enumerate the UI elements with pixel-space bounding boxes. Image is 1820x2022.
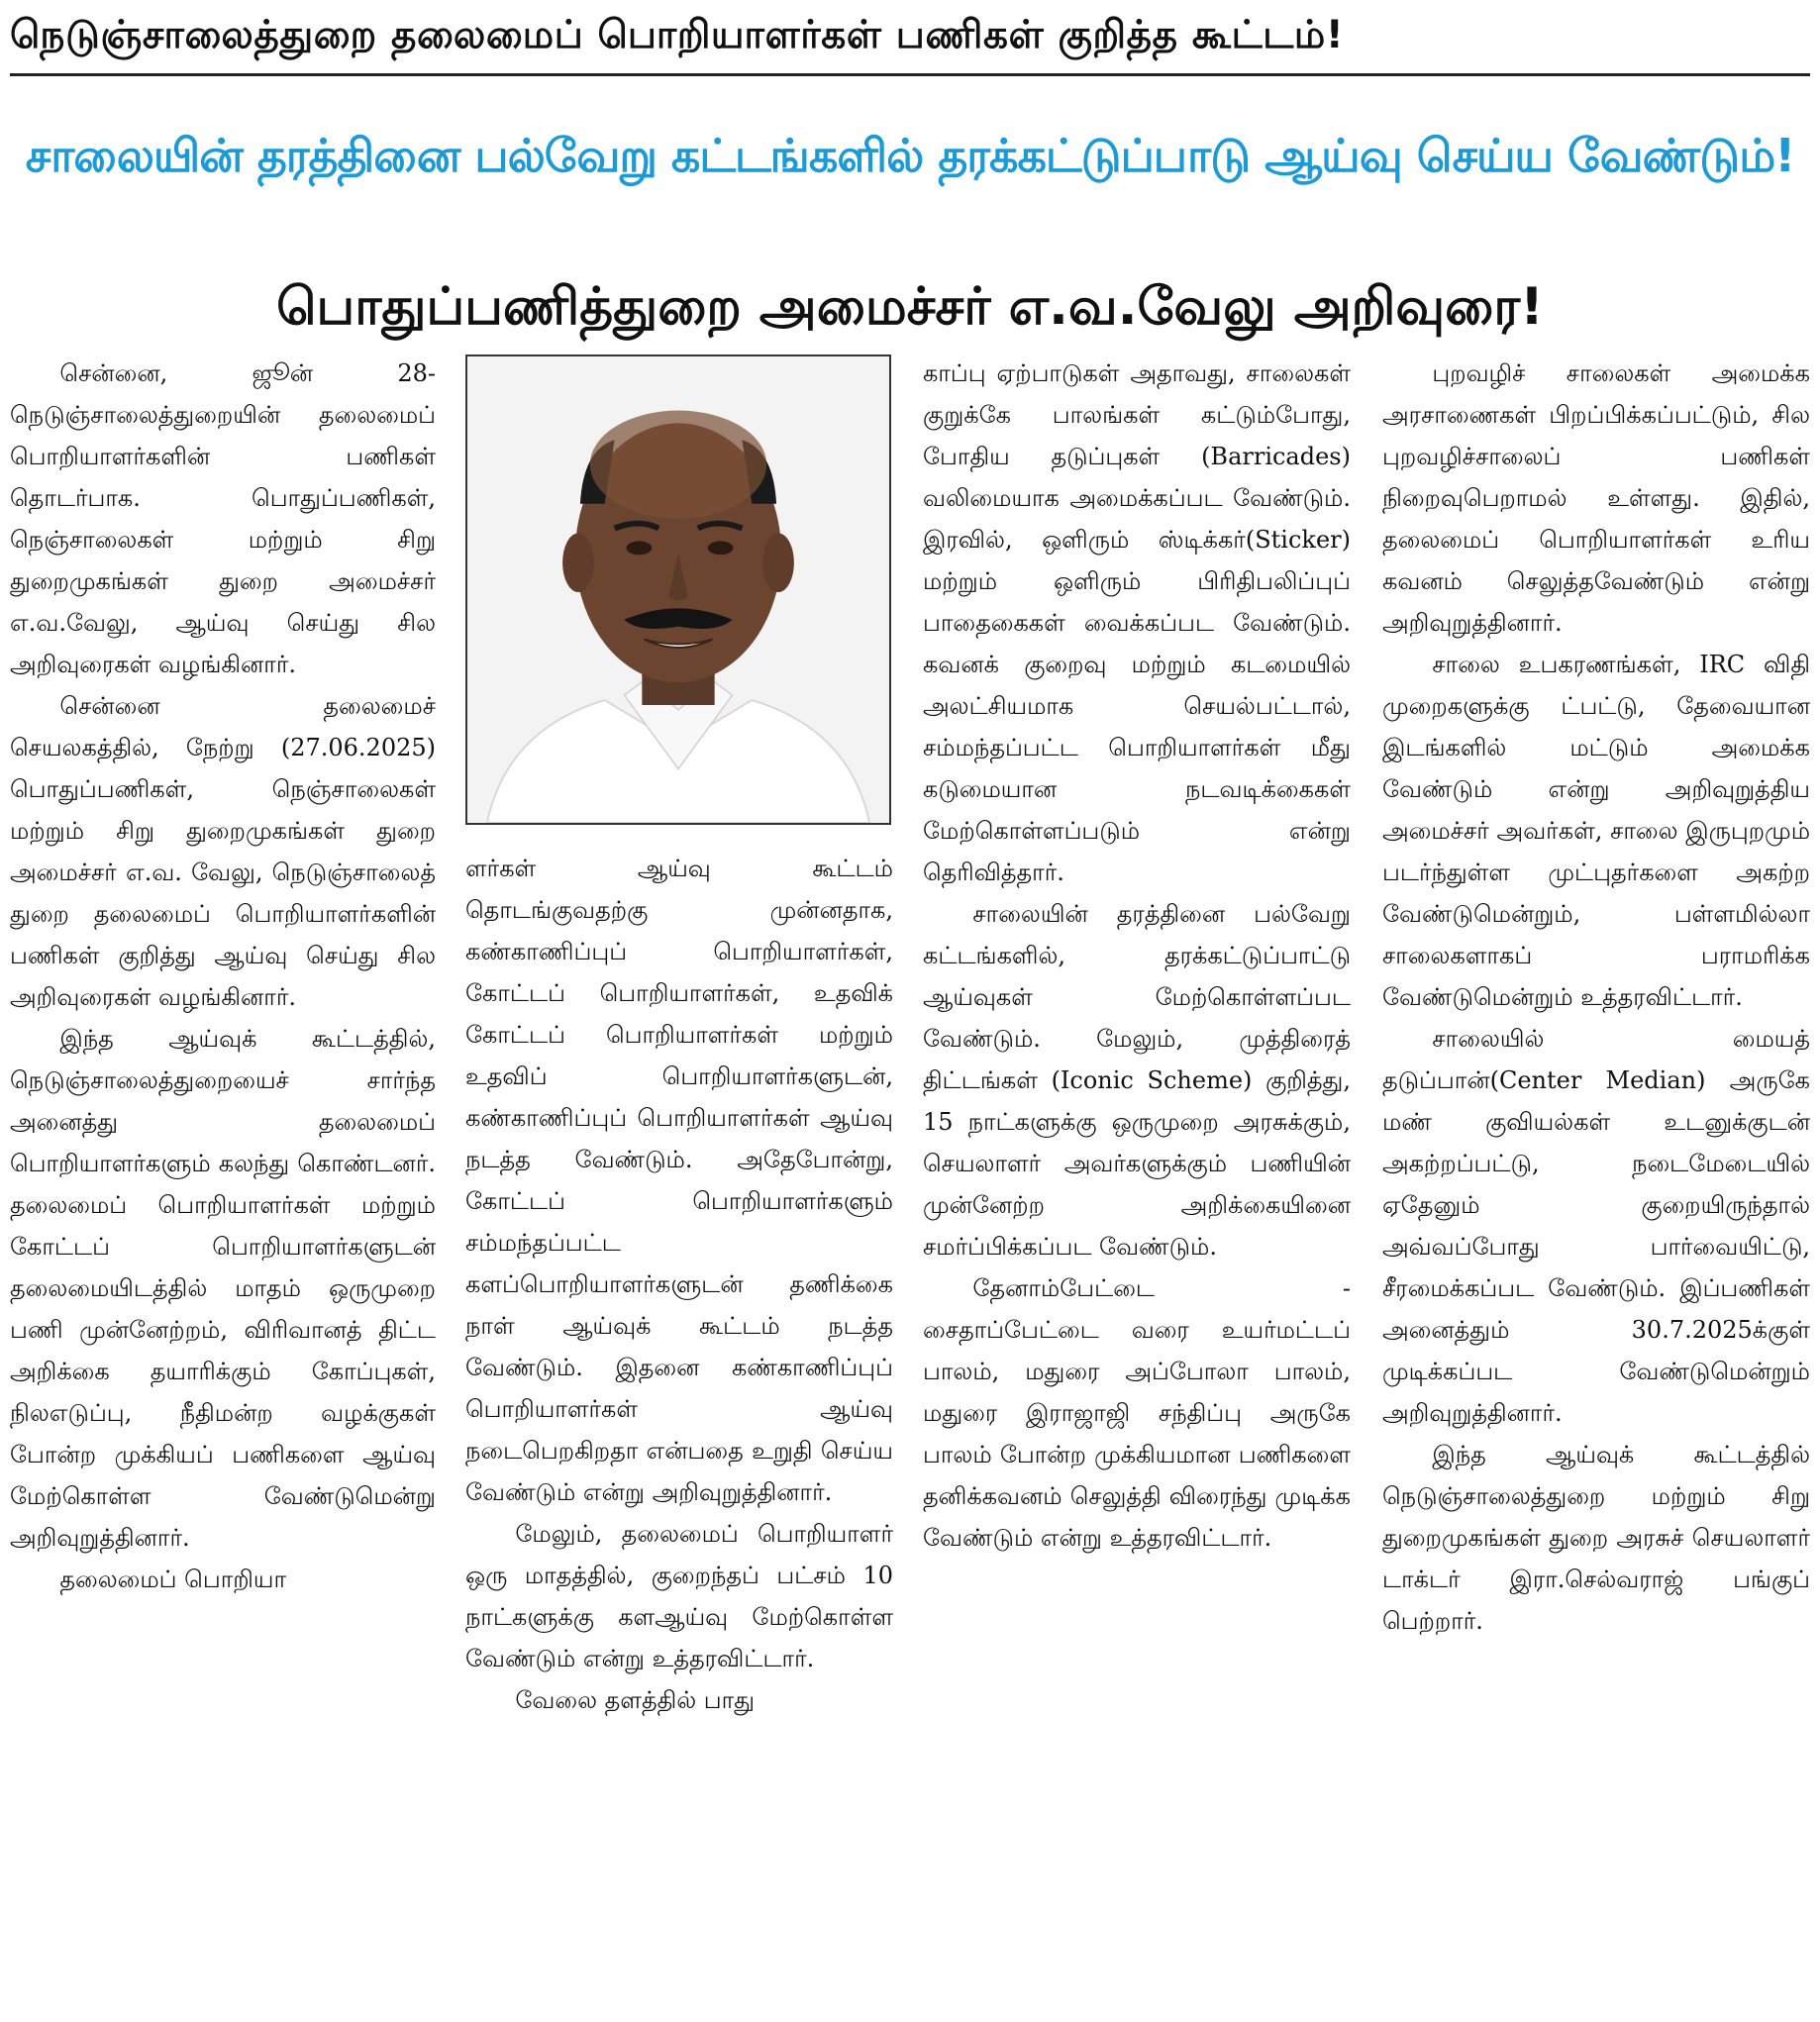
column-1-paragraph: இந்த ஆய்வுக் கூட்டத்தில், நெடுஞ்சாலைத்துறையைச் சார்ந்த அனைத்து தலைமைப் பொறியாளர்களும் கலந்து கொண்டனர். தலைமைப் பொறியாளர்கள் மற்றும் கோட்டப் பொறியாளர்களுடன் தலைமையிடத்தில் மாதம் ஒருமுறை பணி முன்னேற்றம், விரிவானத் திட்ட அறிக்கை தயாரிக்கும் கோப்புகள், நிலஎடுப்பு, நீதிமன்ற வழக்குகள் போன்ற முக்கியப் பணிகளை ஆய்வு மேற்கொள்ள வேண்டுமென்று அறிவுறுத்தினார்.: [10, 1025, 436, 1552]
column-4-paragraph: சாலை உபகரணங்கள், IRC விதி முறைகளுக்கு ட்பட்டு, தேவையான இடங்களில் மட்டும் அமைக்க வேண்டும் என்று அறிவுறுத்திய அமைச்சர் அவர்கள், சாலை இருபுறமும் படர்ந்துள்ள முட்புதர்களை அகற்ற வேண்டுமென்றும், பள்ளமில்லா சாலைகளாகப் பராமரிக்க வேண்டுமென்றும் உத்தரவிட்டார்.: [1382, 651, 1810, 1011]
article-column-4: [1382, 353, 1810, 2016]
article-column-1: [10, 353, 436, 2016]
minister-portrait-photo: [465, 354, 891, 825]
main-headline: சாலையின் தரத்தினை பல்வேறு கட்டங்களில் தரக்கட்டுப்பாடு ஆய்வு செய்ய வேண்டும்!: [25, 129, 1795, 182]
column-3-paragraph: காப்பு ஏற்பாடுகள் அதாவது, சாலைகள் குறுக்கே பாலங்கள் கட்டும்போது, போதிய தடுப்புகள் (Barricades) வலிமையாக அமைக்கப்பட வேண்டும். இரவில், ஒளிரும் ஸ்டிக்கர்(Sticker) மற்றும் ஒளிரும் பிரிதிபலிப்புப் பாதைகைகள் வைக்கப்பட வேண்டும். கவனக் குறைவு மற்றும் கடமையில் அலட்சியமாக செயல்பட்டால், சம்மந்தப்பட்ட பொறியாளர்கள் மீது கடுமையான நடவடிக்கைகள் மேற்கொள்ளப்படும் என்று தெரிவித்தார்.: [923, 359, 1351, 886]
column-4-paragraph: சாலையில் மையத் தடுப்பான்(Center Median) அருகே மண் குவியல்கள் உடனுக்குடன் அகற்றப்பட்டு, நடைமேடையில் ஏதேனும் குறையிருந்தால் அவ்வப்போது பார்வையிட்டு, சீரமைக்கப்பட வேண்டும். இப்பணிகள் அனைத்தும் 30.7.2025க்குள் முடிக்கப்பட வேண்டுமென்றும் அறிவுறுத்தினார்.: [1382, 1025, 1810, 1427]
column-4-paragraph: புறவழிச் சாலைகள் அமைக்க அரசாணைகள் பிறப்பிக்கப்பட்டும், சில புறவழிச்சாலைப் பணிகள் நிறைவுபெறாமல் உள்ளது. இதில், தலைமைப் பொறியாளர்கள் உரிய கவனம் செலுத்தவேண்டும் என்று அறிவுறுத்தினார்.: [1382, 359, 1810, 637]
column-2-paragraph: ளர்கள் ஆய்வு கூட்டம் தொடங்குவதற்கு முன்னதாக, கண்காணிப்புப் பொறியாளர்கள், கோட்டப் பொறியாளர்கள், உதவிக் கோட்டப் பொறியாளர்கள் மற்றும் உதவிப் பொறியாளர்களுடன், கண்காணிப்புப் பொறியாளர்கள் ஆய்வு நடத்த வேண்டும். அதேபோன்று, கோட்டப் பொறியாளர்களும் சம்மந்தப்பட்ட களப்பொறியாளர்களுடன் தணிக்கை நாள் ஆய்வுக் கூட்டம் நடத்த வேண்டும். இதனை கண்காணிப்புப் பொறியாளர்கள் ஆய்வு நடைபெறகிறதா என்பதை உறுதி செய்ய வேண்டும் என்று அறிவுறுத்தினார்.: [465, 855, 893, 1506]
column-2-paragraph: மேலும், தலைமைப் பொறியாளர் ஒரு மாதத்தில், குறைந்தப் பட்சம் 10 நாட்களுக்கு களஆய்வு மேற்கொள்ள வேண்டும் என்று உத்தரவிட்டார்.: [465, 1520, 893, 1672]
column-3-paragraph: சாலையின் தரத்தினை பல்வேறு கட்டங்களில், தரக்கட்டுப்பாட்டு ஆய்வுகள் மேற்கொள்ளப்பட வேண்டும். மேலும், முத்திரைத் திட்டங்கள் (Iconic Scheme) குறித்து, 15 நாட்களுக்கு ஒருமுறை அரசுக்கும், செயலாளர் அவர்களுக்கும் பணியின் முன்னேற்ற அறிக்கையினை சமர்ப்பிக்கப்பட வேண்டும்.: [923, 900, 1351, 1261]
column-1-paragraph: சென்னை தலைமைச் செயலகத்தில், நேற்று (27.06.2025) பொதுப்பணிகள், நெஞ்சாலைகள் மற்றும் சிறு துறைமுகங்கள் துறை அமைச்சர் எ.வ. வேலு, நெடுஞ்சாலைத் துறை தலைமைப் பொறியாளர்களின் பணிகள் குறித்து ஆய்வு செய்து சில அறிவுரைகள் வழங்கினார்.: [10, 692, 436, 1011]
column-4-paragraph: இந்த ஆய்வுக் கூட்டத்தில் நெடுஞ்சாலைத்துறை மற்றும் சிறு துறைமுகங்கள் துறை அரசுச் செயலாளர் டாக்டர் இரா.செல்வராஜ் பங்குப் பெற்றார்.: [1382, 1441, 1810, 1635]
column-1-paragraph: சென்னை, ஜூன் 28- நெடுஞ்சாலைத்துறையின் தலைமைப் பொறியாளர்களின் பணிகள் தொடர்பாக. பொதுப்பணிகள், நெஞ்சாலைகள் மற்றும் சிறு துறைமுகங்கள் துறை அமைச்சர் எ.வ.வேலு, ஆய்வு செய்து சில அறிவுரைகள் வழங்கினார்.: [10, 359, 436, 678]
kicker-rule: [10, 73, 1810, 76]
sub-headline: பொதுப்பணித்துறை அமைச்சர் எ.வ.வேலு அறிவுரை!: [276, 277, 1544, 337]
column-2-paragraph: வேலை தளத்தில் பாது: [515, 1686, 756, 1714]
article-column-2: [465, 848, 893, 2016]
column-1-paragraph: தலைமைப் பொறியா: [59, 1566, 287, 1593]
kicker-headline: நெடுஞ்சாலைத்துறை தலைமைப் பொறியாளர்கள் பணிகள் குறித்த கூட்டம்!: [10, 13, 1345, 57]
article-column-3: [923, 353, 1351, 2016]
column-3-paragraph: தேனாம்பேட்டை - சைதாப்பேட்டை வரை உயர்மட்டப் பாலம், மதுரை அப்போலா பாலம், மதுரை இராஜாஜி சந்திப்பு அருகே பாலம் போன்ற முக்கியமான பணிகளை தனிக்கவனம் செலுத்தி விரைந்து முடிக்க வேண்டும் என்று உத்தரவிட்டார்.: [923, 1274, 1351, 1552]
